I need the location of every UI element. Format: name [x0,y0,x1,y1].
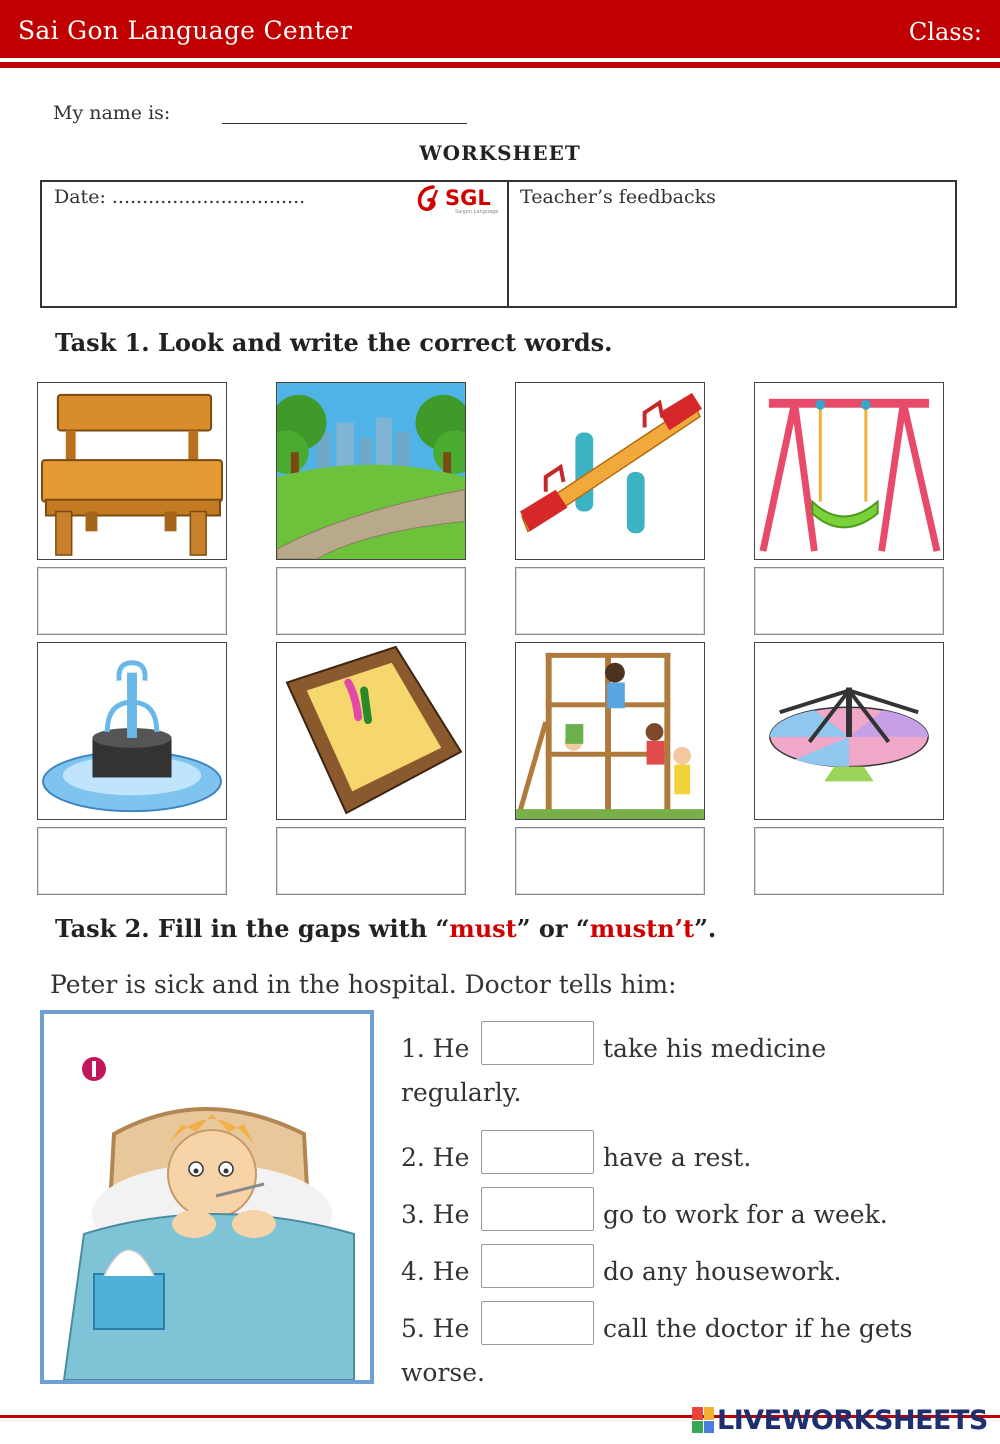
feedback-label: Teacher’s feedbacks [520,186,716,208]
gap-input-5[interactable] [481,1301,594,1345]
roundabout-icon [754,642,944,820]
page-header [0,0,1000,58]
task2-title: Task 2. Fill in the gaps with “must” or “mustn’t”. [55,914,717,943]
logo-subtext: Saigon Language [455,209,499,215]
park-icon [276,382,466,560]
gap-input-2[interactable] [481,1130,594,1174]
date-label: Date: ................................ [54,186,306,208]
name-label: My name is: [53,102,171,124]
answer-box-1[interactable] [37,567,227,635]
logo-text: SGL [445,186,491,210]
answer-box-2[interactable] [276,567,466,635]
liveworksheets-logo [692,1404,988,1436]
sentence-4-prefix: 4. He [401,1257,470,1286]
climbing-frame-icon [515,642,705,820]
sentence-3-rest: go to work for a week. [603,1200,888,1229]
task1-title: Task 1. Look and write the correct words. [55,328,613,357]
liveworksheets-brand: LIVEWORKSHEETS [717,1404,988,1436]
sentence-3-prefix: 3. He [401,1200,470,1229]
sentence-5-continuation: worse. [401,1358,485,1387]
gap-input-1[interactable] [481,1021,594,1065]
answer-box-8[interactable] [754,827,944,895]
answer-box-5[interactable] [37,827,227,895]
worksheet-title: WORKSHEET [419,141,581,165]
liveworksheets-mark-icon [692,1407,714,1433]
sentence-5-rest: call the doctor if he gets [603,1314,913,1343]
sentence-2-prefix: 2. He [401,1143,470,1172]
gap-input-3[interactable] [481,1187,594,1231]
bench-icon [37,382,227,560]
gap-input-4[interactable] [481,1244,594,1288]
sentence-1-rest: take his medicine [603,1034,827,1063]
seesaw-icon [515,382,705,560]
sick-patient-image [40,1010,374,1384]
word-mustnt: mustn’t [589,914,695,943]
name-field[interactable] [222,123,467,124]
sentence-1-prefix: 1. He [401,1034,470,1063]
sentence-5-prefix: 5. He [401,1314,470,1343]
class-label: Class: [908,18,982,46]
word-must: must [449,914,517,943]
answer-box-4[interactable] [754,567,944,635]
sentence-4-rest: do any housework. [603,1257,842,1286]
sentence-2-rest: have a rest. [603,1143,752,1172]
answer-box-6[interactable] [276,827,466,895]
story-text: Peter is sick and in the hospital. Doctor tells him: [50,970,677,999]
fountain-icon [37,642,227,820]
info-divider [507,182,509,306]
sandbox-icon [276,642,466,820]
answer-box-7[interactable] [515,827,705,895]
swing-icon [754,382,944,560]
center-name: Sai Gon Language Center [18,16,353,45]
header-divider [0,62,1000,68]
answer-box-3[interactable] [515,567,705,635]
sentence-1-continuation: regularly. [401,1078,522,1107]
sgl-logo [415,182,507,216]
info-box [40,180,957,308]
